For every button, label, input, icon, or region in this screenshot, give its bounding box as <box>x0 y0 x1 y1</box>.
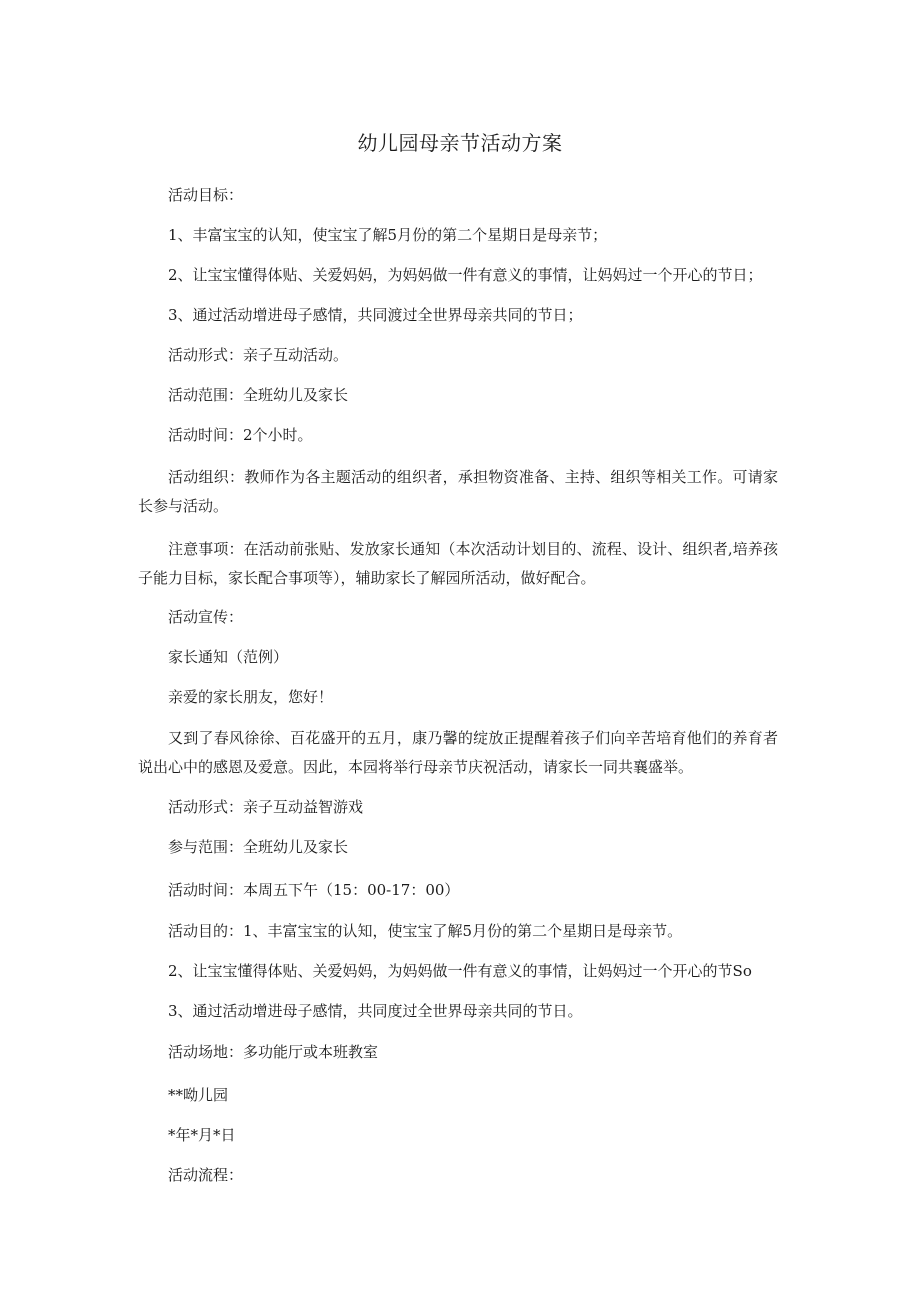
paragraph-notice-heading: 家长通知（范例） <box>168 648 289 666</box>
paragraph-notice-body: 又到了春风徐徐、百花盛开的五月，康乃馨的绽放正提醒着孩子们向辛苦培育他们的养育者说出心中的感恩及爱意。因此，本园将举行母亲节庆祝活动，请家长一同共襄盛举。 <box>138 729 778 776</box>
paragraph-signature-date: *年*月*日 <box>168 1126 236 1144</box>
paragraph-goal-3: 3、通过活动增进母子感情，共同渡过全世界母亲共同的节日； <box>168 306 583 324</box>
document-title: 幼儿园母亲节活动方案 <box>357 131 563 155</box>
paragraph-activity-form: 活动形式：亲子互动活动。 <box>168 346 349 364</box>
paragraph-activity-scope: 活动范围：全班幼儿及家长 <box>168 386 349 404</box>
paragraph-activity-organization: 活动组织：教师作为各主题活动的组织者，承担物资准备、主持、组织等相关工作。可请家长参与活动。 <box>138 468 778 515</box>
paragraph-process-heading: 活动流程： <box>168 1166 244 1184</box>
paragraph-notice-form: 活动形式：亲子互动益智游戏 <box>168 798 364 816</box>
paragraph-notice-purpose-2: 2、让宝宝懂得体贴、关爱妈妈，为妈妈做一件有意义的事情，让妈妈过一个开心的节So <box>168 962 752 980</box>
paragraph-goal-2: 2、让宝宝懂得体贴、关爱妈妈，为妈妈做一件有意义的事情，让妈妈过一个开心的节日； <box>168 266 763 284</box>
paragraph-signature-kindergarten: **呦儿园 <box>168 1086 229 1104</box>
paragraph-goal-1: 1、丰富宝宝的认知，使宝宝了解5月份的第二个星期日是母亲节； <box>168 226 608 244</box>
paragraph-notice-purpose-3: 3、通过活动增进母子感情，共同度过全世界母亲共同的节日。 <box>168 1002 583 1020</box>
paragraph-activity-time: 活动时间：2个小时。 <box>168 426 313 444</box>
paragraph-publicity-heading: 活动宣传： <box>168 608 244 626</box>
paragraph-greeting: 亲爱的家长朋友，您好！ <box>168 688 334 706</box>
paragraph-notice-venue: 活动场地：多功能厅或本班教室 <box>168 1043 379 1061</box>
paragraph-notes: 注意事项：在活动前张贴、发放家长通知（本次活动计划目的、流程、设计、组织者,培养孩子能力目标，家长配合事项等），辅助家长了解园所活动，做好配合。 <box>138 540 778 587</box>
paragraph-notice-purpose: 活动目的：1、丰富宝宝的认知，使宝宝了解5月份的第二个星期日是母亲节。 <box>168 922 683 940</box>
paragraph-notice-scope: 参与范围：全班幼儿及家长 <box>168 838 349 856</box>
paragraph-goals-heading: 活动目标： <box>168 186 244 204</box>
paragraph-notice-time: 活动时间：本周五下午（15：00-17：00） <box>168 881 460 899</box>
